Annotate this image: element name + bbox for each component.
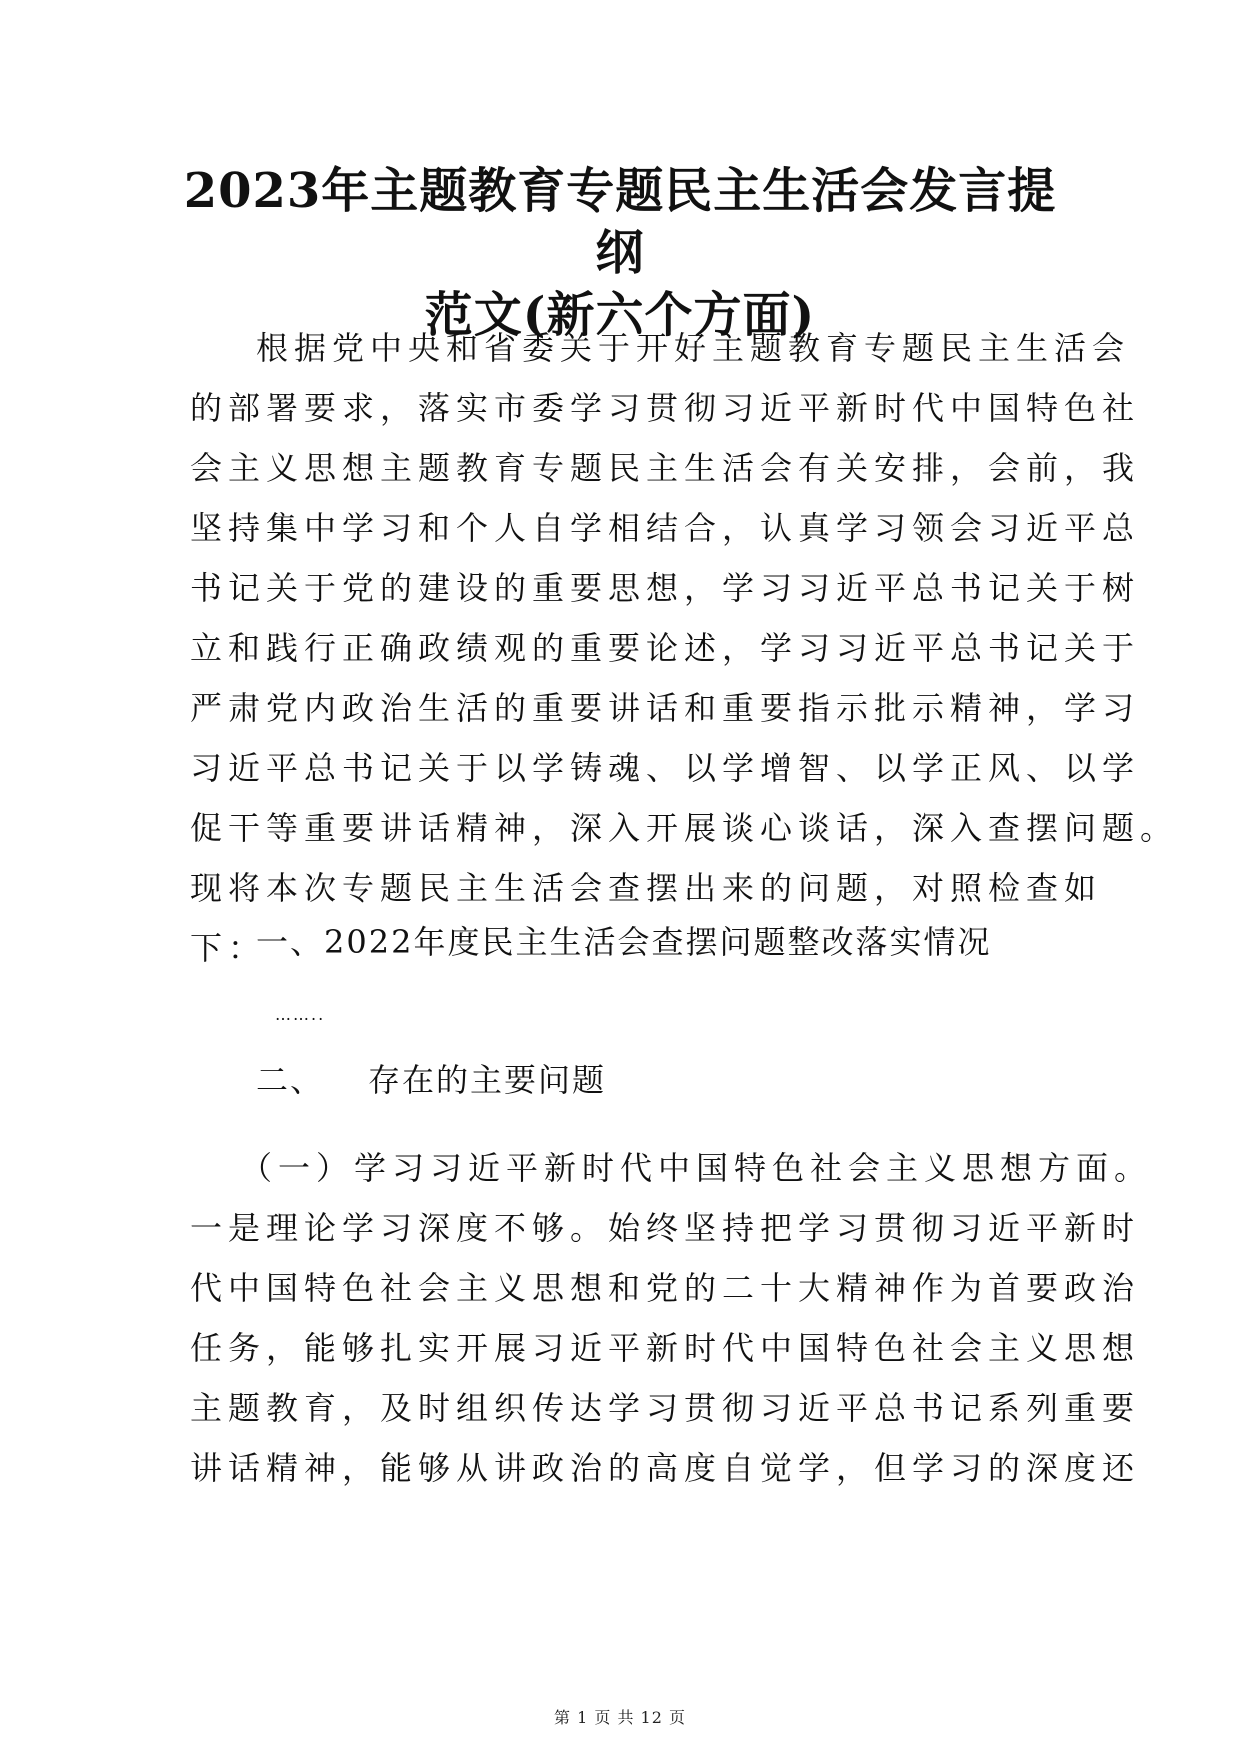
intro-line: 根据党中央和省委关于开好主题教育专题民主生活会 [256,329,1131,367]
title-line-1: 2023年主题教育专题民主生活会发言提纲 [183,163,1057,281]
section-2-number: 二、 [256,1061,325,1099]
subsection-line: 主题教育，及时组织传达学习贯彻习近平总书记系列重要 [190,1389,1141,1427]
intro-line: 坚持集中学习和个人自学相结合，认真学习领会习近平总 [190,509,1141,547]
section-1-ellipsis: …….. [275,1005,326,1024]
subsection-line: （一）学习习近平新时代中国特色社会主义思想方面。 [240,1149,1153,1187]
intro-line: 现将本次专题民主生活会查摆出来的问题，对照检查如 [190,869,1103,907]
subsection-line: 代中国特色社会主义思想和党的二十大精神作为首要政治 [190,1269,1141,1307]
intro-line: 的部署要求，落实市委学习贯彻习近平新时代中国特色社 [190,389,1141,427]
intro-line: 下： [190,929,267,967]
intro-paragraph [190,318,1179,978]
section-1-heading: 一、2022年度民主生活会查摆问题整改落实情况 [256,923,992,961]
intro-line: 习近平总书记关于以学铸魂、以学增智、以学正风、以学 [190,749,1141,787]
page-footer: 第 1 页 共 12 页 [554,1708,686,1727]
section-2-title: 存在的主要问题 [368,1061,607,1099]
intro-line: 立和践行正确政绩观的重要论述，学习习近平总书记关于 [190,629,1141,667]
subsection-line: 一是理论学习深度不够。始终坚持把学习贯彻习近平新时 [190,1209,1141,1247]
intro-line: 会主义思想主题教育专题民主生活会有关安排，会前，我 [190,449,1141,487]
intro-line: 严肃党内政治生活的重要讲话和重要指示批示精神，学习 [190,689,1141,727]
section-2-heading [256,1058,606,1102]
intro-line: 书记关于党的建设的重要思想，学习习近平总书记关于树 [190,569,1141,607]
title-line-2: 范文(新六个方面) [424,287,816,343]
subsection-line: 讲话精神，能够从讲政治的高度自觉学，但学习的深度还 [190,1449,1141,1487]
intro-line: 促干等重要讲话精神，深入开展谈心谈话，深入查摆问题。 [190,809,1179,847]
subsection-1-paragraph [190,1138,1153,1498]
subsection-line: 任务，能够扎实开展习近平新时代中国特色社会主义思想 [190,1329,1141,1367]
